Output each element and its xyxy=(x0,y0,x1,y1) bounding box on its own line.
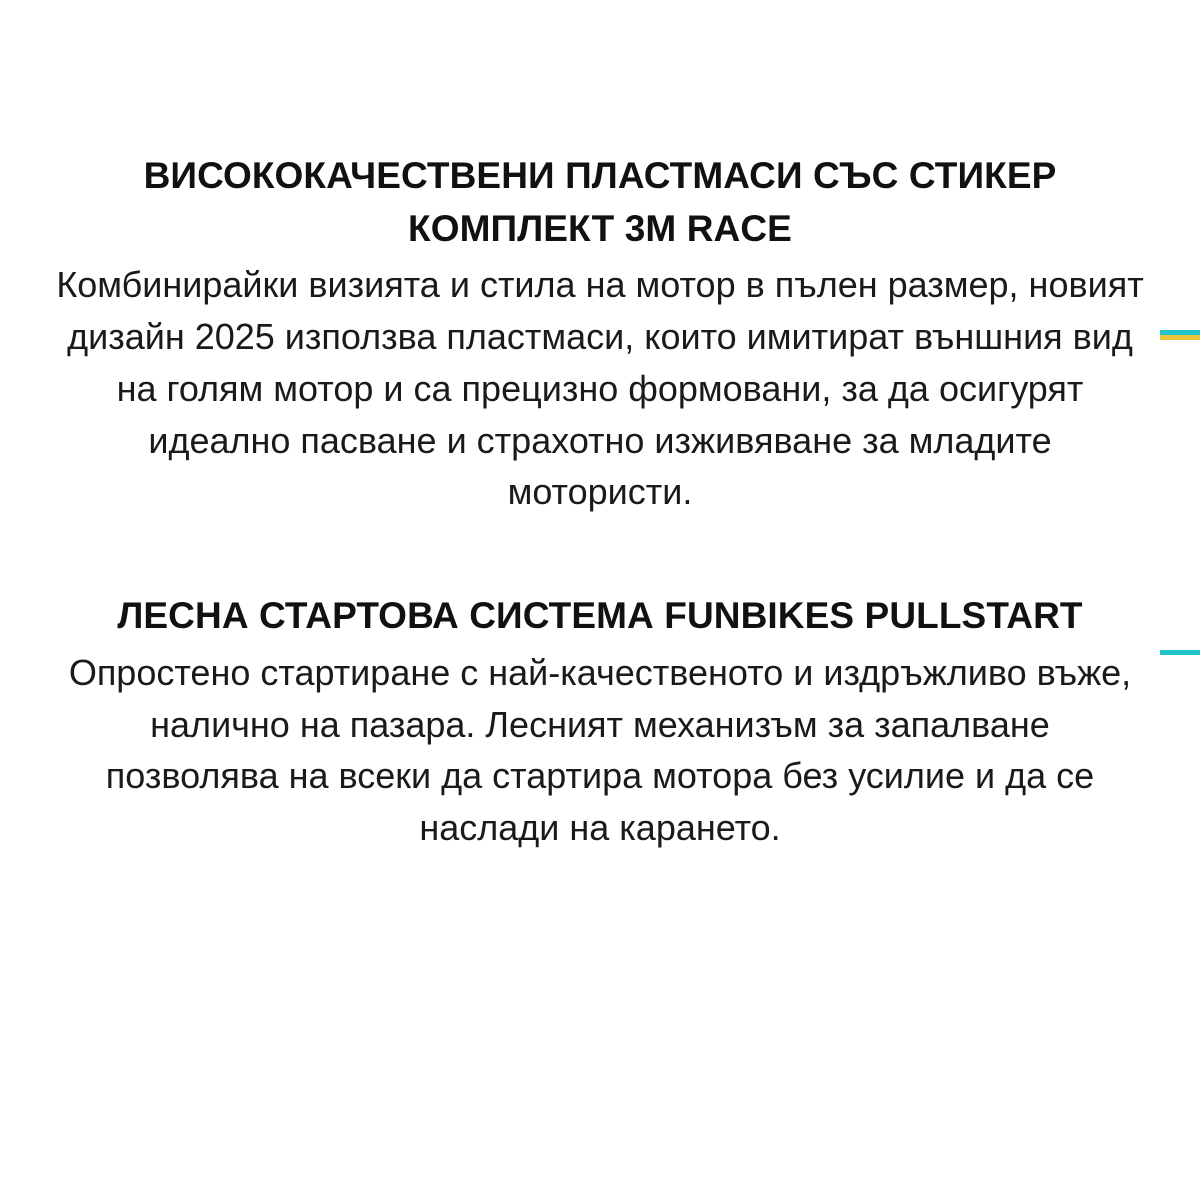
accent-mark-top xyxy=(1160,330,1200,340)
accent-mark-bottom xyxy=(1160,650,1200,660)
section-pullstart xyxy=(50,590,1150,854)
accent-teal-bar xyxy=(1160,650,1200,655)
section-heading: ЛЕСНА СТАРТОВА СИСТЕМА FUNBIKES PULLSTART xyxy=(117,595,1083,637)
accent-gold-bar xyxy=(1160,335,1200,340)
section-quality-plastics xyxy=(50,150,1150,518)
document-content xyxy=(50,150,1150,854)
section-spacer xyxy=(50,518,1150,590)
section-heading: ВИСОКОКАЧЕСТВЕНИ ПЛАСТМАСИ СЪС СТИКЕР КОМПЛЕКТ 3M RACE xyxy=(143,155,1057,249)
section-body: Комбинирайки визията и стила на мотор в пълен размер, новият дизайн 2025 използва пластмаси, които имитират външния вид на голям мотор и са прецизно формовани, за да осигурят идеално пасване и страхотно изживяване за младите мотористи. xyxy=(56,264,1144,513)
section-body: Опростено стартиране с най-качественото и издръжливо въже, налично на пазара. Лесният механизъм за запалване позволява на всеки да стартира мотора без усилие и да се наслади на карането. xyxy=(68,651,1132,849)
